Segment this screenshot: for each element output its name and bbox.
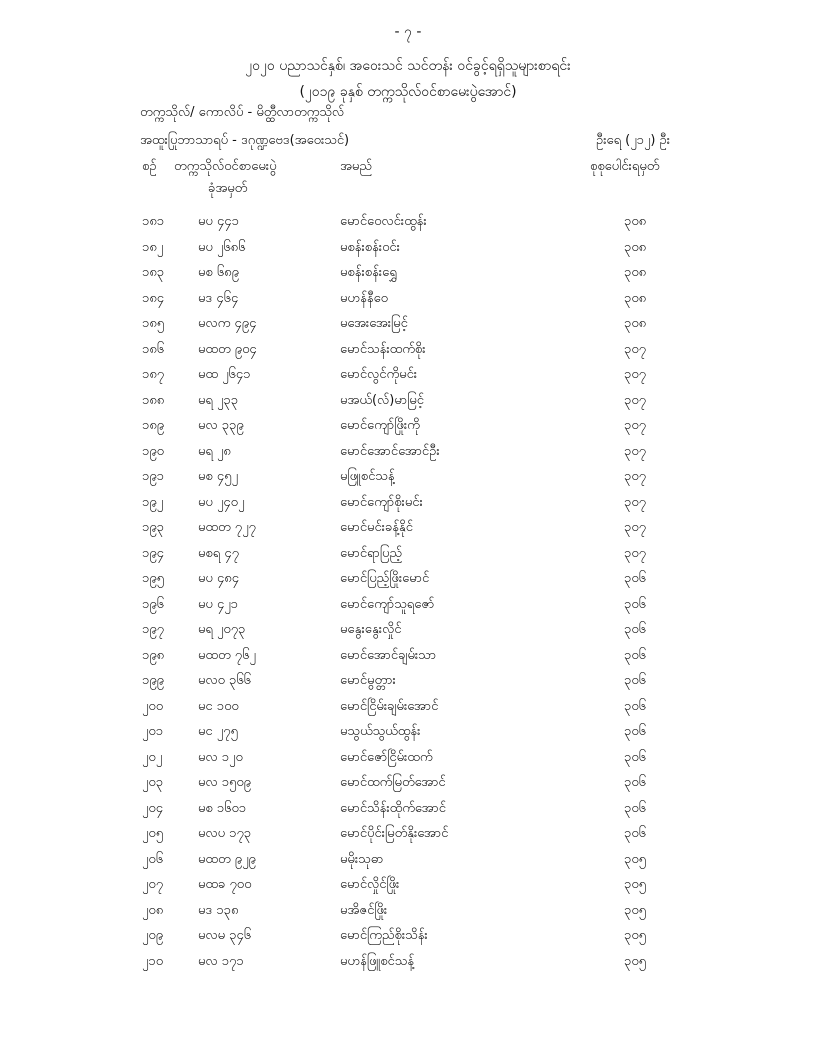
row-number: ၁၉၂: [142, 494, 164, 510]
table-row: [0, 848, 816, 874]
total-marks: ၃၀၆: [624, 673, 646, 688]
table-row: [0, 516, 816, 542]
table-row: [0, 363, 816, 389]
row-number: ၂၀၇: [142, 877, 164, 892]
total-marks: ၃၀၆: [624, 622, 646, 637]
table-row: [0, 797, 816, 823]
total-marks: ၃၀၇: [624, 392, 646, 408]
table-row: [0, 338, 816, 364]
student-name: မောင်မင်းခန့်နိုင်: [340, 520, 413, 535]
total-marks: ၃၀၅: [624, 851, 646, 867]
total-marks: ၃၀၇: [624, 545, 646, 561]
total-marks: ၃၀၆: [624, 724, 646, 739]
student-name: မနွေးနွေးလှိုင်: [340, 622, 402, 637]
table-row: [0, 924, 816, 950]
table-row: [0, 491, 816, 517]
roll-number: မထတ ၉၀၄: [198, 341, 257, 357]
row-number: ၁၈၂: [142, 239, 164, 255]
roll-number: မစ ၆၈၉: [198, 265, 239, 280]
row-number: ၁၈၄: [142, 290, 165, 306]
total-marks: ၃၀၇: [624, 520, 646, 535]
header-roll-number: တက္ကသိုလ်ဝင်စာမေးပွဲ: [174, 159, 277, 174]
table-row: [0, 899, 816, 925]
table-row: [0, 567, 816, 593]
row-number: ၂၀၄: [142, 800, 164, 816]
roll-number: မစရ ၄၇: [198, 545, 239, 561]
roll-number: မထခ ၇၀၀: [198, 877, 252, 892]
student-table: [0, 210, 816, 975]
row-number: ၁၉၈: [142, 647, 165, 663]
table-row: [0, 389, 816, 415]
student-name: မဟန်ဖြူစင်သန့်: [340, 953, 415, 969]
total-marks: ၃၀၇: [624, 494, 646, 510]
roll-number: မစ ၄၅၂: [198, 469, 238, 484]
page-number: - ၇ -: [394, 24, 422, 40]
table-row: [0, 822, 816, 848]
row-number: ၁၉၄: [142, 545, 164, 561]
table-row: [0, 542, 816, 568]
student-name: မောင်အောင်ချမ်းသာ: [340, 647, 437, 663]
row-number: ၁၈၇: [142, 367, 165, 382]
row-number: ၁၉၁: [142, 469, 164, 484]
student-count: ဦးရေ (၂၁၂) ဦး: [596, 133, 671, 148]
total-marks: ၃၀၈: [624, 214, 647, 229]
total-marks: ၃၀၇: [624, 418, 646, 433]
roll-number: မပ ၂၄၀၂: [198, 494, 245, 510]
roll-number: မလပ ၁၇၃: [198, 826, 252, 841]
student-name: မောင်ပြည့်ဖြိုးမောင်: [340, 571, 430, 586]
student-name: မောင်ဝေလင်းထွန်း: [340, 214, 427, 229]
header-total-marks: စုစုပေါင်းရမှတ်: [590, 159, 660, 174]
student-name: မသွယ်သွယ်ထွန်း: [340, 724, 421, 739]
total-marks: ၃၀၅: [624, 877, 646, 892]
student-name: မောင်သန်းထက်စိုး: [340, 341, 426, 357]
table-row: [0, 746, 816, 772]
total-marks: ၃၀၆: [624, 749, 646, 765]
university-label: တက္ကသိုလ်/ ကောလိပ် - မိတ္ထီလာတက္ကသိုလ်: [140, 105, 345, 120]
total-marks: ၃၀၆: [624, 775, 646, 790]
roll-number: မင ၂၇၅: [198, 724, 238, 739]
row-number: ၂၁၀: [142, 953, 164, 969]
row-number: ၂၀၁: [142, 724, 164, 739]
student-name: မမိုးသုဓာ: [340, 851, 384, 867]
row-number: ၁၉၃: [142, 520, 164, 535]
table-row: [0, 618, 816, 644]
row-number: ၂၀၈: [142, 902, 164, 918]
document-subtitle: (၂၀၁၉ ခုနှစ် တက္ကသိုလ်ဝင်စာမေးပွဲအောင်): [299, 84, 517, 100]
roll-number: မထတ ၇၆၂: [198, 647, 256, 663]
document-title: ၂၀၂၀ ပညာသင်နှစ်၊ အဝေးသင် သင်တန်း ဝင်ခွင့်ရရှိသူများစာရင်း: [245, 58, 571, 74]
student-name: မောင်လှိုင်ဖြိုး: [340, 877, 400, 892]
table-row: [0, 440, 816, 466]
student-name: မဟန်နီဝေ: [340, 290, 388, 306]
roll-number: မဒ ၁၃၈: [198, 902, 239, 918]
table-row: [0, 644, 816, 670]
table-row: [0, 771, 816, 797]
table-row: [0, 312, 816, 338]
roll-number: မထတ ၇၂၇: [198, 520, 256, 535]
roll-number: မရ ၂၃၃: [198, 392, 239, 408]
row-number: ၁၉၆: [142, 596, 164, 612]
roll-number: မစ ၁၆၀၁: [198, 800, 247, 816]
header-no: စဉ်: [142, 159, 157, 174]
table-row: [0, 261, 816, 287]
total-marks: ၃၀၆: [624, 647, 646, 663]
roll-number: မလ ၁၇၁: [198, 953, 244, 969]
table-row: [0, 669, 816, 695]
roll-number: မဒ ၄၆၄: [198, 290, 239, 306]
total-marks: ၃၀၇: [624, 469, 646, 484]
student-name: မောင်ဇော်ငြိမ်းထက်: [340, 749, 433, 765]
row-number: ၂၀၆: [142, 851, 164, 867]
total-marks: ၃၀၈: [624, 265, 647, 280]
student-name: မအယ်(လ်)မာမြင့်: [340, 392, 424, 408]
header-name: အမည်: [340, 159, 372, 174]
row-number: ၂၀၉: [142, 928, 164, 943]
table-row: [0, 593, 816, 619]
row-number: ၁၉၅: [142, 571, 164, 586]
student-name: မောင်ကျော်သူရဇော်: [340, 596, 435, 612]
row-number: ၂၀၀: [142, 698, 164, 714]
total-marks: ၃၀၅: [624, 928, 646, 943]
roll-number: မလ ၁၂၀: [198, 749, 243, 765]
student-name: မဖြူစင်သန့်: [340, 469, 395, 484]
table-row: [0, 236, 816, 262]
student-name: မောင်ပိုင်းမြတ်နိုးအောင်: [340, 826, 449, 841]
row-number: ၁၈၆: [142, 341, 165, 357]
row-number: ၁၈၉: [142, 418, 165, 433]
table-row: [0, 210, 816, 236]
total-marks: ၃၀၅: [624, 902, 646, 918]
row-number: ၁၈၈: [142, 392, 165, 408]
total-marks: ၃၀၅: [624, 953, 646, 969]
student-name: မောင်ငြိမ်းချမ်းအောင်: [340, 698, 439, 714]
student-name: မောင်သိန်းထိုက်အောင်: [340, 800, 446, 816]
row-number: ၁၉၇: [142, 622, 164, 637]
table-row: [0, 414, 816, 440]
student-name: မောင်ကျော်ဖြိုးကို: [340, 418, 420, 433]
student-name: မအေးအေးမြင့်: [340, 316, 408, 331]
roll-number: မင ၁၀၀: [198, 698, 239, 714]
student-name: မောင်ကြည်စိုးသိန်း: [340, 928, 428, 943]
table-row: [0, 695, 816, 721]
table-row: [0, 720, 816, 746]
total-marks: ၃၀၆: [624, 571, 646, 586]
table-row: [0, 873, 816, 899]
total-marks: ၃၀၈: [624, 316, 647, 331]
roll-number: မရ ၂၈: [198, 443, 231, 459]
total-marks: ၃၀၆: [624, 826, 646, 841]
total-marks: ၃၀၇: [624, 443, 646, 459]
student-name: မောင်ထက်မြတ်အောင်: [340, 775, 446, 790]
roll-number: မပ ၄၄၁: [198, 214, 239, 229]
total-marks: ၃၀၆: [624, 698, 646, 714]
roll-number: မလ ၁၅၀၉: [198, 775, 251, 790]
student-name: မောင်လွင်ကိုမင်း: [340, 367, 418, 382]
header-roll-number-line2: ခုံအမှတ်: [208, 181, 248, 196]
roll-number: မပ ၂၆၈၆: [198, 239, 246, 255]
total-marks: ၃၀၆: [624, 596, 646, 612]
roll-number: မလက ၄၉၄: [198, 316, 257, 331]
row-number: ၁၉၉: [142, 673, 164, 688]
row-number: ၁၈၅: [142, 316, 165, 331]
total-marks: ၃၀၈: [624, 290, 647, 306]
row-number: ၁၈၁: [142, 214, 165, 229]
table-row: [0, 950, 816, 976]
roll-number: မလမ ၃၄၆: [198, 928, 252, 943]
student-name: မောင်အောင်အောင်ဦး: [340, 443, 440, 459]
row-number: ၂၀၂: [142, 749, 163, 765]
student-name: မောင်ရာပြည့်: [340, 545, 403, 561]
total-marks: ၃၀၆: [624, 800, 646, 816]
table-row: [0, 465, 816, 491]
row-number: ၂၀၃: [142, 775, 164, 790]
roll-number: မလဝ ၃၆၆: [198, 673, 251, 688]
total-marks: ၃၀၈: [624, 239, 647, 255]
roll-number: မထတ ၉၂၉: [198, 851, 256, 867]
row-number: ၁၉၀: [142, 443, 164, 459]
roll-number: မရ ၂၀၇၃: [198, 622, 246, 637]
roll-number: မထ ၂၆၄၁: [198, 367, 251, 382]
row-number: ၁၈၃: [142, 265, 165, 280]
student-name: မစန်းစန်းရွှေ: [340, 265, 397, 280]
student-name: မောင်ကျော်စိုးမင်း: [340, 494, 423, 510]
roll-number: မပ ၄၈၄: [198, 571, 240, 586]
total-marks: ၃၀၇: [624, 367, 646, 382]
student-name: မအိဇင်ဖြိုး: [340, 902, 388, 918]
roll-number: မပ ၄၂၁: [198, 596, 238, 612]
subject-label: အထူးပြုဘာသာရပ် - ဒဂုဏ္ဍဗေဒ(အဝေးသင်): [140, 133, 350, 148]
student-name: မစန်းစန်းဝင်း: [340, 239, 400, 255]
table-row: [0, 287, 816, 313]
roll-number: မလ ၃၃၉: [198, 418, 244, 433]
student-name: မောင်မွတ္တား: [340, 673, 396, 688]
row-number: ၂၀၅: [142, 826, 164, 841]
total-marks: ၃၀၇: [624, 341, 646, 357]
